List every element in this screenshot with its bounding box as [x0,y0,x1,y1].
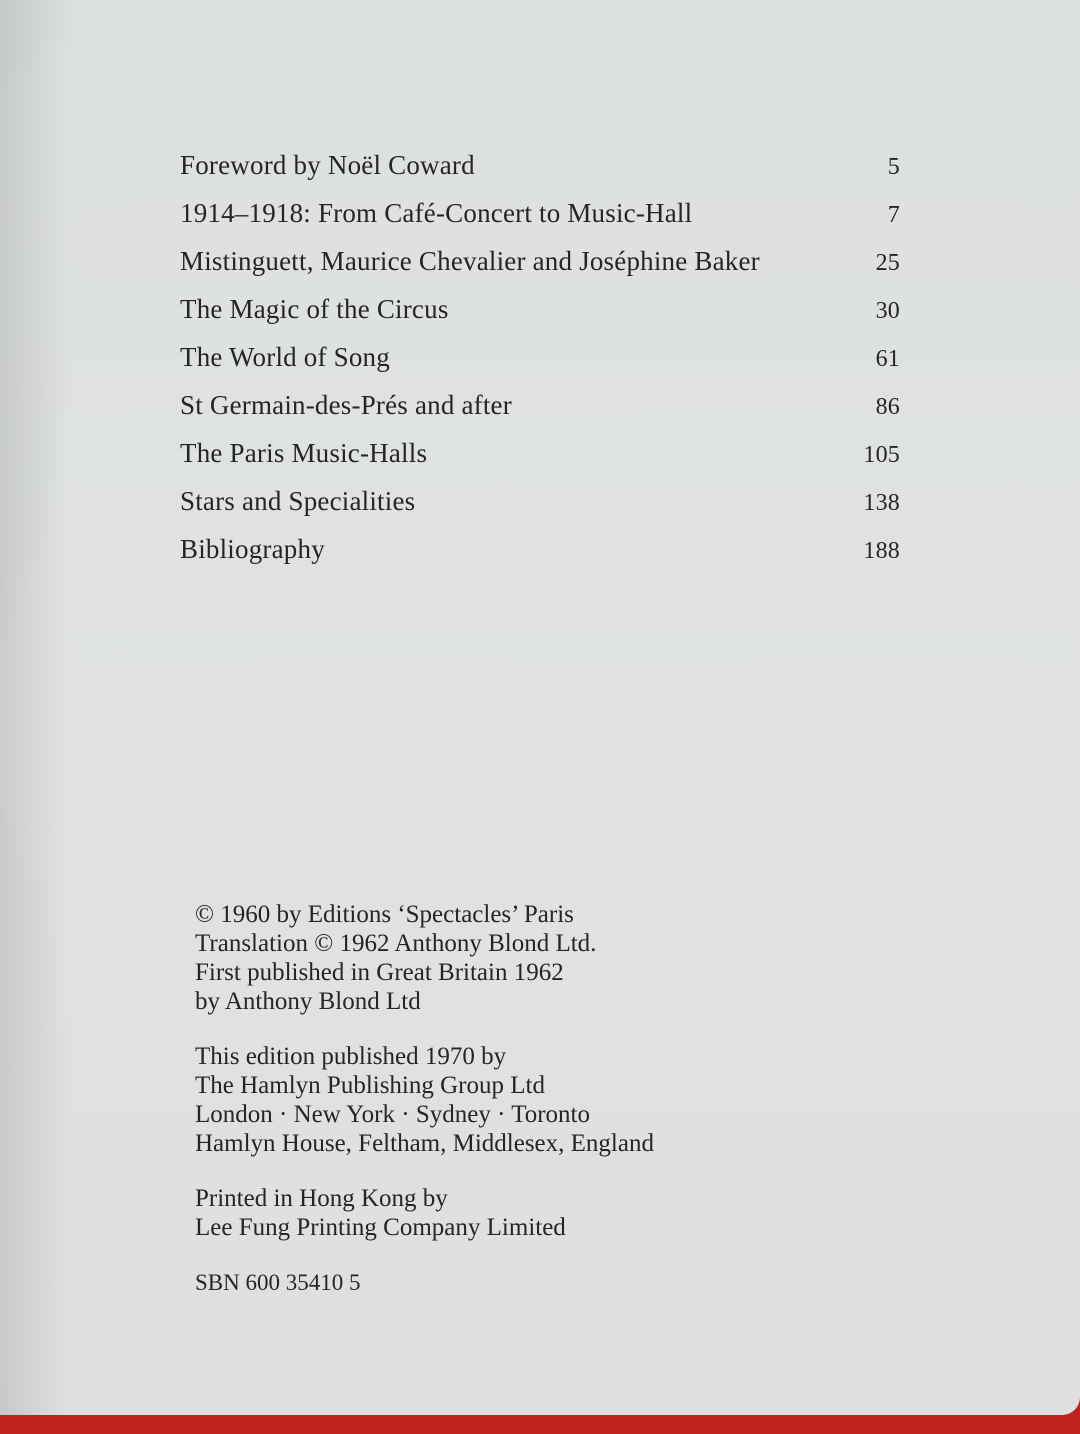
toc-title: Mistinguett, Maurice Chevalier and Joséphine Baker [180,246,760,276]
copyright-block [195,900,755,1016]
copyright-line: First published in Great Britain 1962 [195,959,564,986]
toc-title: Foreword by Noël Coward [180,150,475,180]
toc-page-number: 7 [887,202,900,228]
edition-line: The Hamlyn Publishing Group Ltd [195,1072,545,1099]
toc-title: Bibliography [180,534,325,564]
toc-entry [180,390,900,438]
toc-page-number: 25 [875,250,900,276]
toc-page-number: 105 [863,442,900,468]
toc-entry [180,438,900,486]
printer-line: Printed in Hong Kong by [195,1185,448,1212]
toc-title: The World of Song [180,342,390,372]
sbn-number: SBN 600 35410 5 [195,1270,361,1295]
edition-line: Hamlyn House, Feltham, Middlesex, England [195,1130,654,1157]
edition-line: This edition published 1970 by [195,1043,507,1070]
copyright-line: © 1960 by Editions ‘Spectacles’ Paris [195,901,574,928]
table-of-contents [180,150,900,582]
toc-entry [180,294,900,342]
toc-page-number: 138 [863,490,900,516]
toc-entry [180,534,900,582]
toc-page-number: 5 [887,154,900,180]
toc-page-number: 188 [863,538,900,564]
edition-block [195,1042,755,1158]
imprint [195,900,755,1297]
printer-block [195,1184,755,1242]
toc-entry [180,198,900,246]
toc-entry [180,486,900,534]
toc-entry [180,342,900,390]
toc-title: Stars and Specialities [180,486,416,516]
printer-line: Lee Fung Printing Company Limited [195,1214,566,1241]
toc-page-number: 30 [875,298,900,324]
page-gutter-shadow [0,0,70,1415]
toc-title: The Paris Music-Halls [180,438,428,468]
toc-title: The Magic of the Circus [180,294,449,324]
toc-title: 1914–1918: From Café-Concert to Music-Hall [180,198,693,228]
copyright-line: by Anthony Blond Ltd [195,988,421,1015]
toc-entry [180,246,900,294]
toc-entry [180,150,900,198]
toc-title: St Germain-des-Prés and after [180,390,512,420]
toc-page-number: 86 [875,394,900,420]
copyright-line: Translation © 1962 Anthony Blond Ltd. [195,930,597,957]
toc-page-number: 61 [875,346,900,372]
edition-line: London · New York · Sydney · Toronto [195,1101,590,1128]
